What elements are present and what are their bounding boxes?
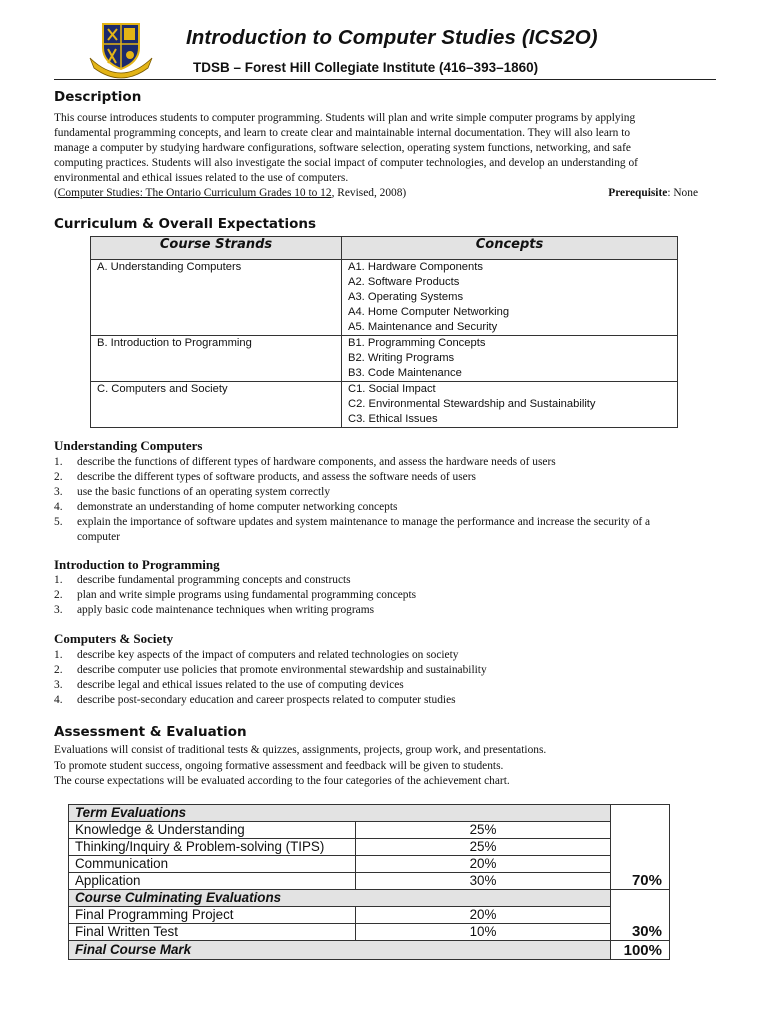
evaluation-table <box>68 804 670 960</box>
table-row: C. Computers and Society C1. Social Impact C2. Environmental Stewardship and Sustainability C3. Ethical Issues <box>91 382 678 428</box>
expectations-list-society <box>54 648 724 708</box>
concept-item: C3. Ethical Issues <box>348 413 438 425</box>
expectations-list-understanding <box>54 455 724 545</box>
table-row: Final Written Test 10% 30% <box>69 924 670 941</box>
citation-row: (Computer Studies: The Ontario Curriculum Grades 10 to 12, Revised, 2008) Prerequisite: None <box>54 187 698 199</box>
concept-item: B2. Writing Programs <box>348 352 455 364</box>
expectations-list-programming <box>54 573 724 618</box>
list-item: 4. describe post-secondary education and career prospects related to computer studies <box>54 694 456 706</box>
culminating-total: 30% <box>611 924 670 941</box>
table-row: A. Understanding Computers A1. Hardware Components A2. Software Products A3. Operating Systems A4. Home Computer Networking A5. Maintenance and Security <box>91 260 678 336</box>
school-subtitle: TDSB – Forest Hill Collegiate Institute (416–393–1860) <box>193 60 539 75</box>
culminating-evaluations-header: Course Culminating Evaluations <box>69 890 611 907</box>
curriculum-table <box>90 236 678 428</box>
table-row: Communication 20% <box>69 856 670 873</box>
list-item: 5. explain the importance of software updates and system maintenance to manage the performance and increase the security of a computer <box>54 516 651 543</box>
description-line: This course introduces students to computer programming. Students will plan and write simple computer programs by applying <box>54 112 636 124</box>
assessment-heading: Assessment & Evaluation <box>54 724 247 740</box>
table-row: B. Introduction to Programming B1. Programming Concepts B2. Writing Programs B3. Code Maintenance <box>91 336 678 382</box>
concept-item: A2. Software Products <box>348 276 460 288</box>
table-row: Final Programming Project 20% <box>69 907 670 924</box>
concept-item: A5. Maintenance and Security <box>348 321 498 333</box>
assessment-body: Evaluations will consist of traditional tests & quizzes, assignments, projects, group work, and presentations. To promote student success, ongoing formative assessment and feedback will be given to students. The course expectations will be evaluated according to the four categories of the achievement chart. <box>54 744 547 787</box>
curriculum-heading: Curriculum & Overall Expectations <box>54 216 317 232</box>
col-header-strands: Course Strands <box>91 237 342 260</box>
concept-item: A1. Hardware Components <box>348 261 483 273</box>
list-item: 2. plan and write simple programs using fundamental programming concepts <box>54 589 417 601</box>
section-heading-society: Computers & Society <box>54 631 174 646</box>
concept-item: B3. Code Maintenance <box>348 367 462 379</box>
school-crest-logo <box>86 18 156 80</box>
final-mark-total: 100% <box>611 941 670 960</box>
table-row: Application 30% 70% <box>69 873 670 890</box>
description-line: environmental and ethical issues related to the use of computers. <box>54 172 349 184</box>
list-item: 1. describe key aspects of the impact of computers and related technologies on society <box>54 649 459 661</box>
concept-item: B1. Programming Concepts <box>348 337 486 349</box>
description-body <box>54 111 704 201</box>
final-mark-label: Final Course Mark <box>69 941 611 960</box>
description-line: computing practices. Students will also investigate the social impact of computer technologies, and develop an understanding of <box>54 157 638 169</box>
term-total: 70% <box>611 873 670 890</box>
description-line: manage a computer by studying hardware configurations, software selection, operating system functions, networking, and safe <box>54 142 631 154</box>
list-item: 1. describe the functions of different types of hardware components, and assess the hardware needs of users <box>54 456 556 468</box>
table-row: Thinking/Inquiry & Problem-solving (TIPS) 25% <box>69 839 670 856</box>
list-item: 4. demonstrate an understanding of home computer networking concepts <box>54 501 398 513</box>
list-item: 2. describe computer use policies that promote environmental stewardship and sustainability <box>54 664 487 676</box>
concept-item: C2. Environmental Stewardship and Sustainability <box>348 398 596 410</box>
list-item: 3. use the basic functions of an operating system correctly <box>54 486 331 498</box>
concept-item: A4. Home Computer Networking <box>348 306 510 318</box>
description-heading: Description <box>54 89 142 105</box>
concept-item: C1. Social Impact <box>348 383 436 395</box>
table-row: Knowledge & Understanding 25% <box>69 822 670 839</box>
section-heading-programming: Introduction to Programming <box>54 557 220 572</box>
description-line: fundamental programming concepts, and learn to create clear and maintainable internal documentation. They will also learn to <box>54 127 631 139</box>
page-title: Introduction to Computer Studies (ICS2O) <box>186 26 598 49</box>
section-heading-understanding: Understanding Computers <box>54 438 203 453</box>
term-evaluations-header: Term Evaluations <box>69 805 611 822</box>
list-item: 2. describe the different types of software products, and assess the software needs of users <box>54 471 476 483</box>
list-item: 3. apply basic code maintenance techniques when writing programs <box>54 604 375 616</box>
list-item: 3. describe legal and ethical issues related to the use of computing devices <box>54 679 404 691</box>
prerequisite: Prerequisite: None <box>608 187 698 199</box>
list-item: 1. describe fundamental programming concepts and constructs <box>54 574 351 586</box>
curriculum-citation: Computer Studies: The Ontario Curriculum Grades 10 to 12 <box>57 187 332 199</box>
header-divider <box>54 79 716 80</box>
concept-item: A3. Operating Systems <box>348 291 464 303</box>
col-header-concepts: Concepts <box>342 237 678 260</box>
